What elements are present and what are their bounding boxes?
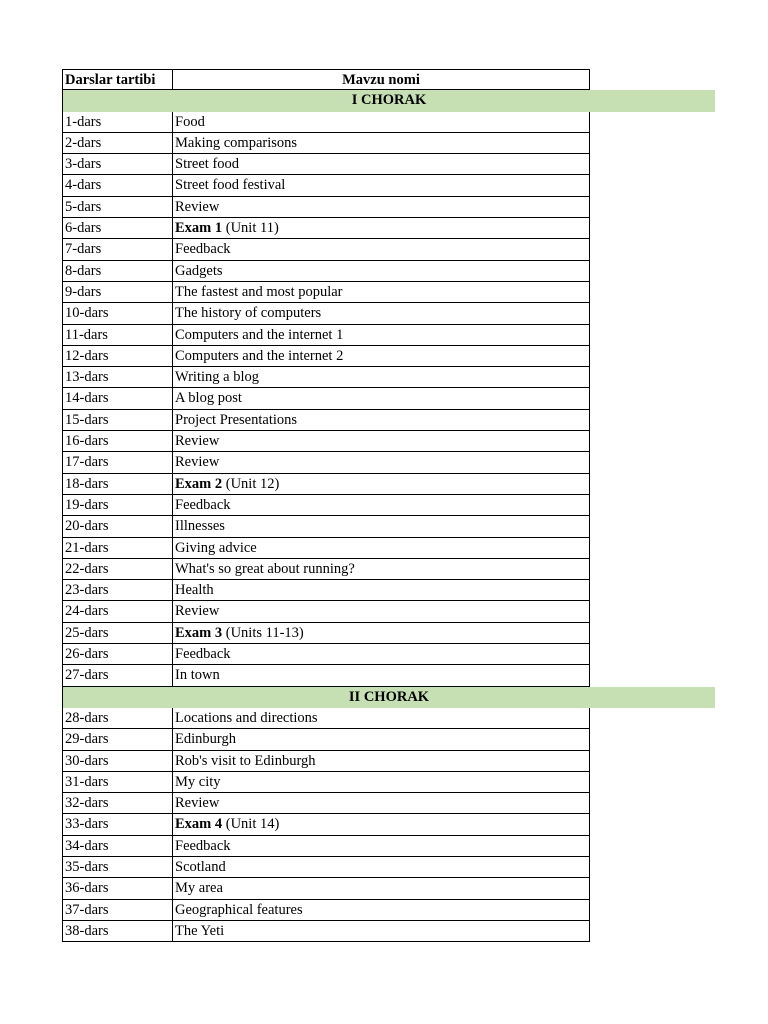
lesson-number-cell: 10-dars: [62, 303, 172, 324]
table-row: [62, 751, 715, 772]
lesson-number-cell: 34-dars: [62, 836, 172, 857]
topic-text: Scotland: [175, 858, 226, 875]
table-header-row: [62, 69, 715, 90]
topic-cell: [172, 474, 590, 495]
topic-text: The fastest and most popular: [175, 283, 343, 300]
table-row: [62, 900, 715, 921]
lesson-number-cell: 29-dars: [62, 729, 172, 750]
topic-cell: [172, 836, 590, 857]
table-body: [62, 90, 715, 942]
table-row: [62, 644, 715, 665]
table-row: [62, 218, 715, 239]
table-row: [62, 793, 715, 814]
lesson-number-cell: 17-dars: [62, 452, 172, 473]
topic-cell: [172, 516, 590, 537]
table-row: [62, 814, 715, 835]
topic-text: What's so great about running?: [175, 560, 355, 577]
topic-cell: [172, 601, 590, 622]
lesson-number-cell: 32-dars: [62, 793, 172, 814]
topic-cell: [172, 303, 590, 324]
topic-text: Review: [175, 454, 220, 471]
table-row: [62, 878, 715, 899]
lesson-number-cell: 24-dars: [62, 601, 172, 622]
topic-cell: [172, 665, 590, 686]
topic-cell: [172, 112, 590, 133]
topic-text: Writing a blog: [175, 369, 259, 386]
topic-cell: [172, 282, 590, 303]
table-row: [62, 516, 715, 537]
table-row: [62, 729, 715, 750]
table-row: [62, 708, 715, 729]
lesson-number-cell: 38-dars: [62, 921, 172, 942]
topic-text: (Unit 12): [222, 475, 280, 492]
topic-text: Food: [175, 113, 205, 130]
topic-cell: [172, 559, 590, 580]
table-row: [62, 303, 715, 324]
topic-text: Review: [175, 795, 220, 812]
lesson-number-cell: 13-dars: [62, 367, 172, 388]
topic-text: The Yeti: [175, 922, 225, 939]
topic-cell: [172, 388, 590, 409]
table-row: [62, 474, 715, 495]
lesson-number-cell: 21-dars: [62, 538, 172, 559]
table-row: [62, 857, 715, 878]
topic-cell: [172, 175, 590, 196]
topic-text: Review: [175, 433, 220, 450]
table-row: [62, 580, 715, 601]
table-row: [62, 133, 715, 154]
topic-cell: [172, 154, 590, 175]
topic-cell: [172, 921, 590, 942]
exam-label: Exam 4: [175, 816, 223, 833]
topic-cell: [172, 900, 590, 921]
topic-text: Street food festival: [175, 177, 286, 194]
table-row: [62, 921, 715, 942]
lesson-plan-table: [62, 69, 715, 942]
lesson-number-cell: 36-dars: [62, 878, 172, 899]
exam-label: Exam 2: [175, 475, 223, 492]
table-row: [62, 559, 715, 580]
topic-text: Gadgets: [175, 262, 223, 279]
topic-cell: [172, 729, 590, 750]
lesson-number-cell: 37-dars: [62, 900, 172, 921]
topic-text: Geographical features: [175, 901, 303, 918]
topic-text: Edinburgh: [175, 731, 236, 748]
table-row: [62, 261, 715, 282]
quarter-heading: [62, 90, 715, 111]
lesson-number-cell: 2-dars: [62, 133, 172, 154]
lesson-number-cell: 7-dars: [62, 239, 172, 260]
topic-cell: [172, 580, 590, 601]
topic-cell: [172, 346, 590, 367]
lesson-number-cell: 23-dars: [62, 580, 172, 601]
topic-cell: [172, 708, 590, 729]
topic-cell: [172, 431, 590, 452]
topic-cell: [172, 751, 590, 772]
lesson-number-cell: 19-dars: [62, 495, 172, 516]
topic-cell: [172, 325, 590, 346]
topic-text: (Unit 11): [222, 220, 279, 237]
topic-text: A blog post: [175, 390, 242, 407]
topic-cell: [172, 878, 590, 899]
table-row: [62, 623, 715, 644]
table-row: [62, 772, 715, 793]
lesson-number-cell: 15-dars: [62, 410, 172, 431]
lesson-number-cell: 16-dars: [62, 431, 172, 452]
topic-text: Computers and the internet 1: [175, 326, 344, 343]
lesson-number-cell: 25-dars: [62, 623, 172, 644]
topic-cell: [172, 239, 590, 260]
topic-text: Feedback: [175, 241, 231, 258]
lesson-number-cell: 4-dars: [62, 175, 172, 196]
topic-cell: [172, 218, 590, 239]
topic-text: Locations and directions: [175, 709, 318, 726]
lesson-number-cell: 9-dars: [62, 282, 172, 303]
header-lesson-order: Darslar tartibi: [62, 69, 172, 90]
lesson-number-cell: 14-dars: [62, 388, 172, 409]
table-row: [62, 452, 715, 473]
table-row: [62, 367, 715, 388]
table-row: [62, 665, 715, 686]
quarter-title: I CHORAK: [351, 92, 427, 109]
lesson-number-cell: 1-dars: [62, 112, 172, 133]
lesson-number-cell: 11-dars: [62, 325, 172, 346]
exam-label: Exam 1: [175, 220, 223, 237]
topic-cell: [172, 857, 590, 878]
table-row: [62, 325, 715, 346]
topic-text: The history of computers: [175, 305, 322, 322]
topic-text: Feedback: [175, 646, 231, 663]
lesson-number-cell: 20-dars: [62, 516, 172, 537]
table-row: [62, 112, 715, 133]
lesson-number-cell: 35-dars: [62, 857, 172, 878]
topic-text: Making comparisons: [175, 134, 298, 151]
lesson-number-cell: 26-dars: [62, 644, 172, 665]
topic-text: (Units 11-13): [222, 624, 304, 641]
topic-cell: [172, 793, 590, 814]
table-row: [62, 410, 715, 431]
table-row: [62, 836, 715, 857]
exam-label: Exam 3: [175, 624, 223, 641]
lesson-number-cell: 28-dars: [62, 708, 172, 729]
topic-text: My city: [175, 773, 221, 790]
lesson-number-cell: 5-dars: [62, 197, 172, 218]
topic-cell: [172, 538, 590, 559]
topic-text: Review: [175, 198, 220, 215]
topic-cell: [172, 452, 590, 473]
topic-text: Rob's visit to Edinburgh: [175, 752, 316, 769]
lesson-number-cell: 8-dars: [62, 261, 172, 282]
table-row: [62, 495, 715, 516]
table-row: [62, 282, 715, 303]
header-topic-name: Mavzu nomi: [172, 69, 590, 90]
topic-text: Feedback: [175, 496, 231, 513]
table-row: [62, 197, 715, 218]
topic-cell: [172, 495, 590, 516]
lesson-number-cell: 3-dars: [62, 154, 172, 175]
lesson-number-cell: 12-dars: [62, 346, 172, 367]
topic-cell: [172, 814, 590, 835]
topic-text: Street food: [175, 156, 240, 173]
topic-cell: [172, 623, 590, 644]
topic-cell: [172, 133, 590, 154]
topic-text: In town: [175, 667, 220, 684]
topic-text: Computers and the internet 2: [175, 347, 344, 364]
lesson-number-cell: 22-dars: [62, 559, 172, 580]
topic-cell: [172, 367, 590, 388]
topic-text: Illnesses: [175, 518, 225, 535]
topic-text: Feedback: [175, 837, 231, 854]
topic-cell: [172, 772, 590, 793]
topic-text: Health: [175, 582, 214, 599]
topic-text: Project Presentations: [175, 411, 298, 428]
table-row: [62, 154, 715, 175]
table-row: [62, 346, 715, 367]
lesson-number-cell: 30-dars: [62, 751, 172, 772]
lesson-number-cell: 27-dars: [62, 665, 172, 686]
table-row: [62, 388, 715, 409]
table-row: [62, 431, 715, 452]
lesson-number-cell: 31-dars: [62, 772, 172, 793]
topic-text: Giving advice: [175, 539, 257, 556]
table-row: [62, 239, 715, 260]
topic-cell: [172, 261, 590, 282]
table-row: [62, 601, 715, 622]
table-row: [62, 538, 715, 559]
quarter-title: II CHORAK: [348, 688, 430, 705]
topic-text: Review: [175, 603, 220, 620]
topic-cell: [172, 197, 590, 218]
lesson-number-cell: 18-dars: [62, 474, 172, 495]
lesson-number-cell: 6-dars: [62, 218, 172, 239]
table-row: [62, 175, 715, 196]
quarter-heading: [62, 687, 715, 708]
topic-text: My area: [175, 880, 223, 897]
topic-cell: [172, 410, 590, 431]
topic-text: (Unit 14): [222, 816, 280, 833]
topic-cell: [172, 644, 590, 665]
lesson-number-cell: 33-dars: [62, 814, 172, 835]
